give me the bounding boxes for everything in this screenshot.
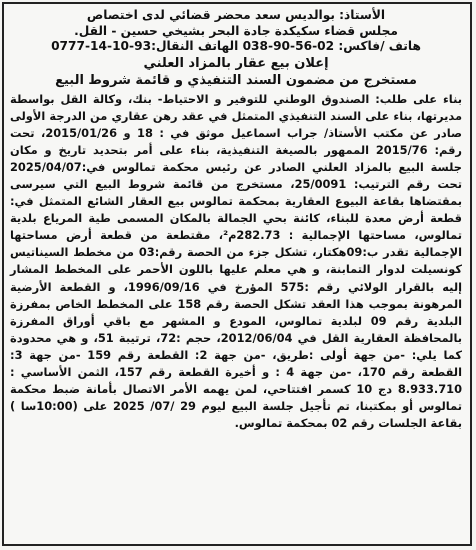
bailiff-phone-line: هاتف /فاكس: 02-56-90-038 الهاتف النقال:93-10-14-0777 bbox=[51, 39, 421, 53]
notice-title: إعلان بيع عقار بالمزاد العلني bbox=[143, 55, 329, 71]
notice-subtitle: مستخرج من مضمون السند التنفيذي و قائمة شروط البيع bbox=[55, 72, 417, 88]
bailiff-name-line: الأستاذ: بوالديس سعد محضر قضائي لدى اختصاص bbox=[86, 8, 386, 22]
notice-body: بناء على طلب: الصندوق الوطني للتوفير و الاحتياط- بنك، وكالة القل بواسطة مديرتها، بناء على السند التنفيذي المتمثل في عقد رهن عقاري من الدرجة الأولى صادر عن مكتب الأستاذ/ جراب اسماعيل موثق في : 18 و 2015/01/26، تحت رقم: 2015/76 الممهور بالصيغة التنفيذية، بناء على أمر بتحديد تاريخ و مكان جلسة البيع بالمزاد العلني الصادر عن رئيس محكمة تمالوس في:2025/04/07 تحت رقم الترتيب: 25/0091، مستخرج من قائمة شروط البيع التي سيرسى بمقتضاها بقاعة البيوع العقارية بمحكمة تمالوس بيع العقار الشائع المتمثل في: قطعة أرض معدة للبناء، كائنة بحي الجمالة بالمكان المسمى طية المرياع بلدية تمالوس، مساحتها الإجمالية : 282.73م²، مقتطعة من قطعة أرض مساحتها الإجمالية تقدر ب:09هكتار، تشكل جزء من الحصة رقم:03 من مخطط السيناتيس كونسيلت لدوار التمابنة، و هي معلم عليها باللون الأحمر على المخطط المشار إليه بالقرار الولائي رقم :575 المؤرخ في 1996/09/16، و القطعة الأرضية المرهونة بموجب هذا العقد تشكل الحصة رقم 158 على المخطط الخاص بمفرزة البلدية رقم 09 لبلدية تمالوس، المودع و المشهر مع باقي أوراق المفرزة بالمحافظة العقارية القل في 2012/06/04، حجم :72، ترتيبة 51، و هي محدودة كما يلي: -من جهة أولى :طريق، -من جهة 2: القطعة رقم 159 -من جهة 3: القطعة رقم 170، -من جهة 4 : و أخيرة القطعة رقم 157، الثمن الأساسي : 8.933.710 دج 10 كسمر افتتاحي، لمن يهمه الأمر الاتصال بأمانة ضبط محكمة تمالوس أو بمكتبنا، تم تأجيل جلسة البيع ليوم 29 /07/ 2025 على (10:00سا ) بقاعة الجلسات رقم 02 بمحكمة تمالوس. bbox=[10, 91, 463, 431]
bailiff-address-line: مجلس قضاء سكيكدة جادة البحر بشيخي حسين - القل. bbox=[74, 23, 398, 38]
legal-notice bbox=[2, 2, 472, 546]
